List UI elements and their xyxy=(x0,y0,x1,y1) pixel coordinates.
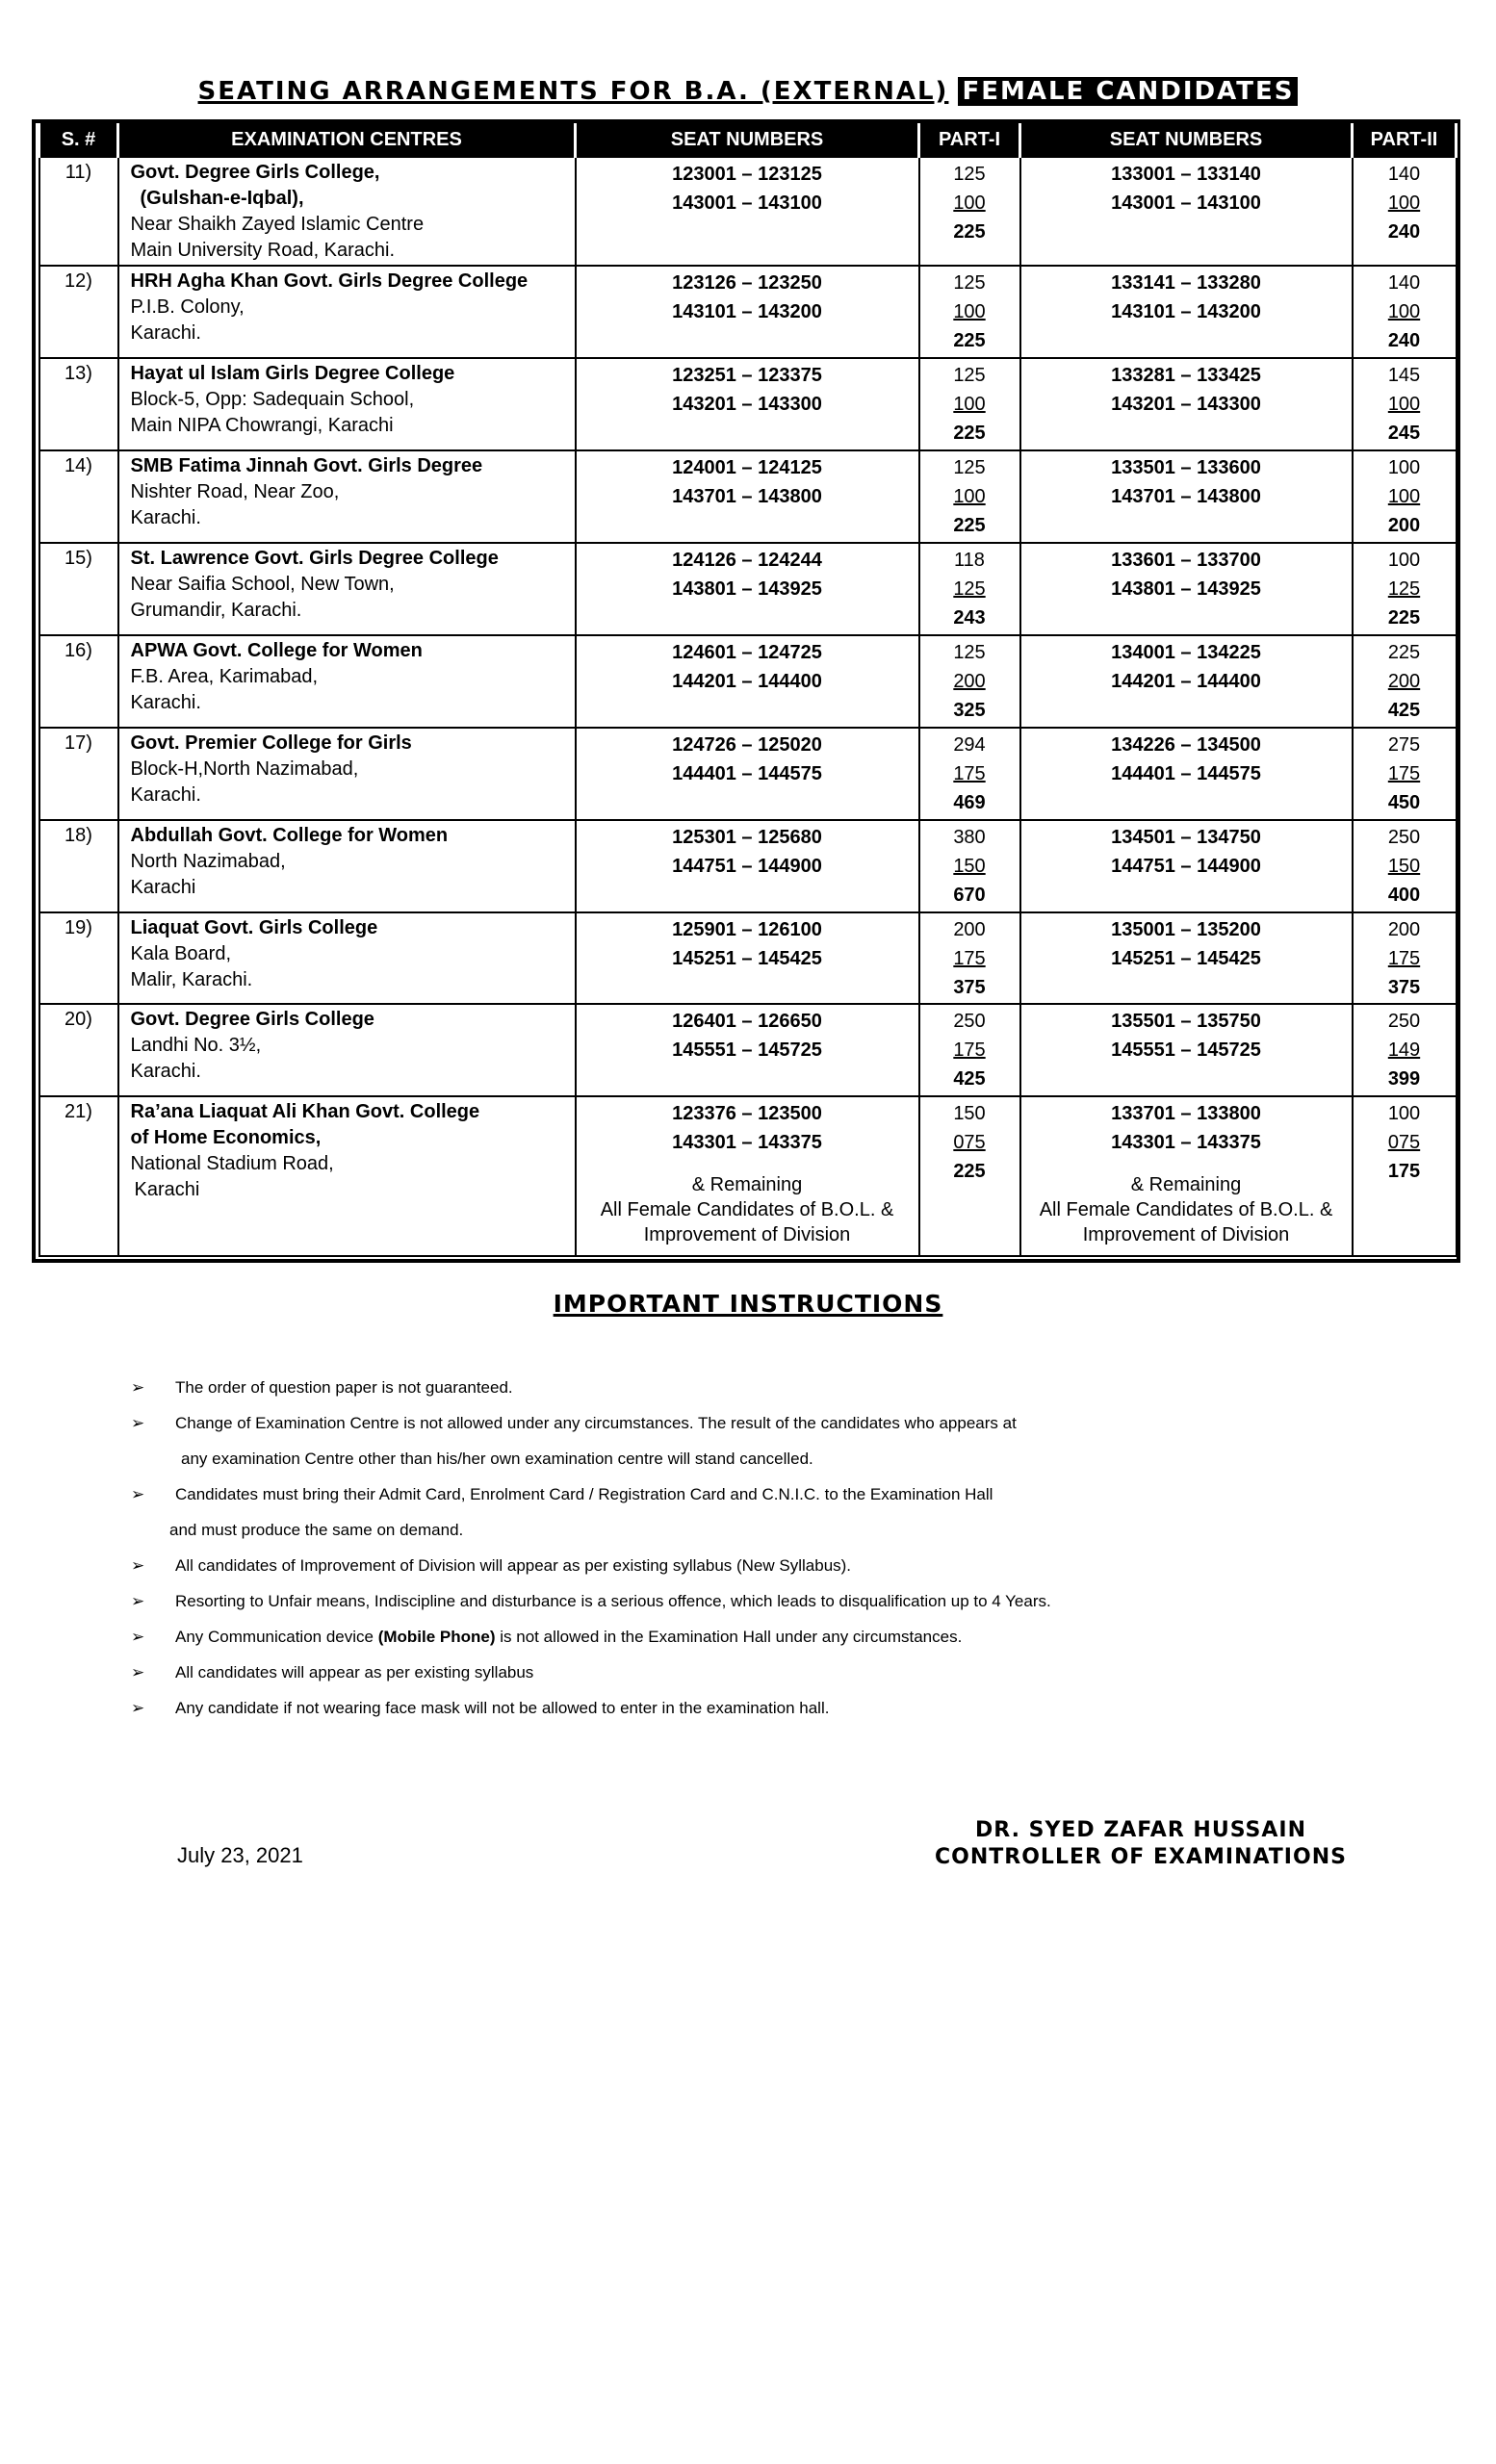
part-1-counts xyxy=(919,1004,1020,1096)
seat-numbers-part-1 xyxy=(576,358,919,450)
table-row xyxy=(39,1004,1457,1096)
centre-address-line: North Nazimabad, xyxy=(130,850,286,872)
header-part-1: PART-I xyxy=(919,123,1020,157)
seat-range: 124126 – 124244 xyxy=(672,549,822,571)
exam-centre-cell xyxy=(118,635,576,728)
serial-number: 18) xyxy=(39,820,118,912)
count-regular: 140 xyxy=(1387,272,1421,295)
seat-numbers-part-1 xyxy=(576,543,919,635)
part-2-counts xyxy=(1353,543,1457,635)
part-2-counts xyxy=(1353,450,1457,543)
instruction-text-post: is not allowed in the Examination Hall under any circumstances. xyxy=(495,1628,963,1646)
seat-range: 133501 – 133600 xyxy=(1111,456,1261,478)
serial-number: 16) xyxy=(39,635,118,728)
centre-address-line: Main University Road, Karachi. xyxy=(130,240,396,261)
count-total: 670 xyxy=(953,884,986,906)
count-regular: 100 xyxy=(1387,456,1421,478)
centre-address-line: Kala Board, xyxy=(130,942,232,964)
part-1-counts xyxy=(919,912,1020,1005)
part-2-counts xyxy=(1353,728,1457,820)
centre-address-line: Main NIPA Chowrangi, Karachi xyxy=(130,415,394,436)
table-row xyxy=(39,820,1457,912)
seat-numbers-part-1 xyxy=(576,820,919,912)
count-regular: 250 xyxy=(1387,1011,1421,1033)
signature-block xyxy=(886,1817,1396,1871)
count-total: 425 xyxy=(953,1068,986,1091)
centre-address-line: Grumandir, Karachi. xyxy=(130,599,302,621)
exam-centre-cell xyxy=(118,1096,576,1256)
instruction-text: All candidates of Improvement of Division will appear as per existing syllabus (New Syllabus). xyxy=(175,1556,852,1575)
seat-range: 143701 – 143800 xyxy=(1111,485,1261,507)
seat-range: 133601 – 133700 xyxy=(1111,549,1261,571)
count-total: 225 xyxy=(953,1161,986,1183)
centre-address-line: Karachi xyxy=(134,1179,200,1201)
seat-range: 145551 – 145725 xyxy=(672,1040,822,1062)
centre-name: Abdullah Govt. College for Women xyxy=(130,824,449,846)
exam-centre-cell xyxy=(118,450,576,543)
count-total: 225 xyxy=(953,330,986,352)
count-total: 325 xyxy=(953,699,986,721)
part-2-counts xyxy=(1353,358,1457,450)
seat-numbers-part-2 xyxy=(1020,358,1353,450)
count-secondary: 075 xyxy=(953,1132,986,1154)
seat-numbers-part-2 xyxy=(1020,1096,1353,1256)
instruction-item xyxy=(131,1590,1382,1613)
seat-range: 145251 – 145425 xyxy=(672,947,822,969)
count-secondary: 100 xyxy=(1387,301,1421,323)
count-secondary: 100 xyxy=(1387,192,1421,214)
centre-address-line: Karachi. xyxy=(130,1061,201,1083)
count-total: 425 xyxy=(1387,699,1421,721)
count-secondary: 200 xyxy=(1387,670,1421,692)
count-total: 240 xyxy=(1387,221,1421,243)
seat-numbers-part-2 xyxy=(1020,157,1353,266)
count-total: 399 xyxy=(1387,1068,1421,1091)
seat-numbers-part-2 xyxy=(1020,543,1353,635)
centre-name: Govt. Degree Girls College, xyxy=(130,162,380,183)
instructions-heading: IMPORTANT INSTRUCTIONS xyxy=(553,1290,943,1318)
header-part-2: PART-II xyxy=(1353,123,1457,157)
exam-centre-cell xyxy=(118,820,576,912)
serial-number: 21) xyxy=(39,1096,118,1256)
seat-range: 143301 – 143375 xyxy=(1111,1132,1261,1154)
seat-range: 133001 – 133140 xyxy=(1111,164,1261,185)
remaining-note-line: & Remaining xyxy=(1130,1174,1242,1196)
exam-centre-cell xyxy=(118,1004,576,1096)
instruction-text: Candidates must bring their Admit Card, Enrolment Card / Registration Card and C.N.I.C. to the Examination Hall xyxy=(175,1485,993,1503)
count-regular: 250 xyxy=(953,1011,986,1033)
centre-address-line: Karachi. xyxy=(130,506,201,528)
seat-range: 143001 – 143100 xyxy=(1111,192,1261,214)
centre-address-line: F.B. Area, Karimabad, xyxy=(130,665,319,687)
count-secondary: 100 xyxy=(953,485,986,507)
count-total: 175 xyxy=(1387,1161,1421,1183)
part-2-counts xyxy=(1353,635,1457,728)
part-1-counts xyxy=(919,728,1020,820)
instruction-item xyxy=(131,1376,1382,1399)
count-regular: 250 xyxy=(1387,826,1421,848)
count-regular: 380 xyxy=(953,826,986,848)
table-header-row xyxy=(39,123,1457,157)
seat-numbers-part-1 xyxy=(576,1004,919,1096)
table-row xyxy=(39,266,1457,358)
centre-address-line: Karachi. xyxy=(130,783,201,806)
table-row xyxy=(39,358,1457,450)
centre-name: Govt. Premier College for Girls xyxy=(130,732,412,754)
instruction-item xyxy=(131,1697,1382,1720)
seat-numbers-part-2 xyxy=(1020,728,1353,820)
seating-table xyxy=(38,123,1457,1257)
table-row xyxy=(39,543,1457,635)
seat-range: 144401 – 144575 xyxy=(1111,762,1261,784)
seat-range: 143301 – 143375 xyxy=(672,1132,822,1154)
instruction-text-bold: (Mobile Phone) xyxy=(377,1628,496,1646)
count-secondary: 150 xyxy=(953,855,986,877)
table-row xyxy=(39,450,1457,543)
part-1-counts xyxy=(919,358,1020,450)
centre-name: HRH Agha Khan Govt. Girls Degree College xyxy=(130,270,529,293)
count-regular: 145 xyxy=(1387,365,1421,386)
seat-range: 145251 – 145425 xyxy=(1111,947,1261,969)
centre-address-line: Karachi. xyxy=(130,691,201,713)
seat-numbers-part-1 xyxy=(576,157,919,266)
seat-range: 133141 – 133280 xyxy=(1111,272,1261,295)
seat-numbers-part-1 xyxy=(576,1096,919,1256)
seat-numbers-part-1 xyxy=(576,450,919,543)
instruction-text-continued: any examination Centre other than his/her own examination centre will stand cancelled. xyxy=(181,1450,813,1468)
seat-range: 123251 – 123375 xyxy=(672,365,822,386)
arrow-bullet-icon: ➢ xyxy=(131,1378,145,1397)
count-regular: 225 xyxy=(1387,641,1421,663)
count-total: 375 xyxy=(1387,976,1421,998)
table-row xyxy=(39,1096,1457,1256)
title-main: SEATING ARRANGEMENTS FOR B.A. (EXTERNAL) xyxy=(197,77,949,106)
centre-name: Liaquat Govt. Girls College xyxy=(130,916,378,938)
count-secondary: 100 xyxy=(1387,485,1421,507)
seat-range: 133701 – 133800 xyxy=(1111,1103,1261,1125)
centre-address-line: P.I.B. Colony, xyxy=(130,296,245,319)
count-regular: 200 xyxy=(953,918,986,940)
seat-range: 144751 – 144900 xyxy=(672,855,822,877)
title-highlight: FEMALE CANDIDATES xyxy=(958,77,1298,106)
instruction-text-pre: Any Communication device xyxy=(175,1628,378,1646)
table-row xyxy=(39,728,1457,820)
arrow-bullet-icon: ➢ xyxy=(131,1485,145,1503)
count-secondary: 100 xyxy=(953,394,986,415)
seat-range: 143201 – 143300 xyxy=(672,394,822,415)
centre-address-line: Landhi No. 3½, xyxy=(130,1035,262,1057)
seat-range: 123001 – 123125 xyxy=(672,164,822,185)
count-total: 200 xyxy=(1387,514,1421,536)
part-1-counts xyxy=(919,820,1020,912)
table-row xyxy=(39,912,1457,1005)
seat-range: 125901 – 126100 xyxy=(672,918,822,940)
part-2-counts xyxy=(1353,266,1457,358)
count-total: 225 xyxy=(1387,606,1421,629)
centre-address-line: Karachi. xyxy=(130,322,201,345)
count-secondary: 175 xyxy=(953,1040,986,1062)
seat-numbers-part-2 xyxy=(1020,1004,1353,1096)
centre-address-line: Malir, Karachi. xyxy=(130,968,253,990)
count-regular: 125 xyxy=(953,272,986,295)
instruction-item xyxy=(131,1554,1382,1578)
seat-range: 124601 – 124725 xyxy=(672,641,822,663)
serial-number: 17) xyxy=(39,728,118,820)
count-total: 469 xyxy=(953,791,986,813)
signatory-title: CONTROLLER OF EXAMINATIONS xyxy=(935,1845,1347,1869)
instruction-item xyxy=(131,1483,1382,1542)
header-seat-numbers-1: SEAT NUMBERS xyxy=(576,123,919,157)
seat-range: 134226 – 134500 xyxy=(1111,733,1261,756)
part-2-counts xyxy=(1353,157,1457,266)
remaining-note xyxy=(577,1172,918,1247)
table-row xyxy=(39,157,1457,266)
remaining-note xyxy=(1021,1172,1352,1247)
count-total: 375 xyxy=(953,976,986,998)
centre-address-line: Block-5, Opp: Sadequain School, xyxy=(130,389,415,410)
exam-centre-cell xyxy=(118,728,576,820)
instruction-text: The order of question paper is not guaranteed. xyxy=(175,1378,513,1397)
count-secondary: 150 xyxy=(1387,855,1421,877)
seat-range: 144201 – 144400 xyxy=(1111,670,1261,692)
page-title xyxy=(0,77,1496,106)
count-regular: 125 xyxy=(953,456,986,478)
count-secondary: 175 xyxy=(1387,762,1421,784)
arrow-bullet-icon: ➢ xyxy=(131,1663,145,1681)
count-secondary: 175 xyxy=(953,947,986,969)
seat-range: 124001 – 124125 xyxy=(672,456,822,478)
arrow-bullet-icon: ➢ xyxy=(131,1414,145,1432)
seat-range: 143801 – 143925 xyxy=(672,578,822,600)
instruction-text: Resorting to Unfair means, Indiscipline and disturbance is a serious offence, which leads to disqualification up to 4 Years. xyxy=(175,1592,1051,1610)
seat-range: 133281 – 133425 xyxy=(1111,365,1261,386)
signatory-name: DR. SYED ZAFAR HUSSAIN xyxy=(974,1818,1307,1842)
seat-range: 134001 – 134225 xyxy=(1111,641,1261,663)
document-date: July 23, 2021 xyxy=(177,1843,303,1867)
serial-number: 12) xyxy=(39,266,118,358)
centre-address-line: National Stadium Road, xyxy=(130,1153,334,1175)
part-1-counts xyxy=(919,266,1020,358)
seat-numbers-part-1 xyxy=(576,635,919,728)
serial-number: 19) xyxy=(39,912,118,1005)
seat-range: 144201 – 144400 xyxy=(672,670,822,692)
part-2-counts xyxy=(1353,1004,1457,1096)
centre-name: St. Lawrence Govt. Girls Degree College xyxy=(130,547,499,569)
arrow-bullet-icon: ➢ xyxy=(131,1628,145,1646)
count-secondary: 175 xyxy=(1387,947,1421,969)
seat-numbers-part-2 xyxy=(1020,912,1353,1005)
centre-address-line: Block-H,North Nazimabad, xyxy=(130,757,359,780)
seat-numbers-part-2 xyxy=(1020,635,1353,728)
instruction-text: All candidates will appear as per existing syllabus xyxy=(175,1663,534,1681)
count-regular: 200 xyxy=(1387,918,1421,940)
seat-range: 123126 – 123250 xyxy=(672,272,822,295)
count-total: 450 xyxy=(1387,791,1421,813)
seat-numbers-part-2 xyxy=(1020,820,1353,912)
serial-number: 11) xyxy=(39,157,118,266)
instruction-text: Any candidate if not wearing face mask will not be allowed to enter in the examination hall. xyxy=(175,1699,830,1717)
count-total: 243 xyxy=(953,606,986,629)
count-regular: 275 xyxy=(1387,733,1421,756)
seat-range: 143101 – 143200 xyxy=(1111,301,1261,323)
count-regular: 100 xyxy=(1387,549,1421,571)
count-secondary: 100 xyxy=(953,192,986,214)
instruction-item xyxy=(131,1412,1382,1471)
centre-name: SMB Fatima Jinnah Govt. Girls Degree xyxy=(130,454,483,476)
arrow-bullet-icon: ➢ xyxy=(131,1592,145,1610)
table-row xyxy=(39,635,1457,728)
arrow-bullet-icon: ➢ xyxy=(131,1699,145,1717)
centre-address-line: (Gulshan-e-Iqbal), xyxy=(140,188,304,209)
instruction-item xyxy=(131,1661,1382,1684)
serial-number: 13) xyxy=(39,358,118,450)
count-secondary: 175 xyxy=(953,762,986,784)
seat-range: 125301 – 125680 xyxy=(672,826,822,848)
header-seat-numbers-2: SEAT NUMBERS xyxy=(1020,123,1353,157)
centre-address-line: Nishter Road, Near Zoo, xyxy=(130,480,340,502)
serial-number: 15) xyxy=(39,543,118,635)
remaining-note-line: All Female Candidates of B.O.L. & xyxy=(600,1199,894,1221)
part-1-counts xyxy=(919,543,1020,635)
remaining-note-line: & Remaining xyxy=(691,1174,803,1196)
remaining-note-line: Improvement of Division xyxy=(1082,1224,1290,1246)
remaining-note-line: All Female Candidates of B.O.L. & xyxy=(1039,1199,1333,1221)
exam-centre-cell xyxy=(118,543,576,635)
centre-address-line: Near Saifia School, New Town, xyxy=(130,573,395,595)
count-regular: 140 xyxy=(1387,164,1421,185)
instruction-text-continued: and must produce the same on demand. xyxy=(169,1521,464,1539)
seat-range: 143701 – 143800 xyxy=(672,485,822,507)
centre-name: Govt. Degree Girls College xyxy=(130,1009,374,1031)
count-total: 225 xyxy=(953,221,986,243)
seat-range: 135501 – 135750 xyxy=(1111,1011,1261,1033)
instruction-item xyxy=(131,1626,1382,1649)
part-1-counts xyxy=(919,157,1020,266)
seat-numbers-part-2 xyxy=(1020,450,1353,543)
part-2-counts xyxy=(1353,820,1457,912)
exam-centre-cell xyxy=(118,266,576,358)
instructions-list xyxy=(131,1376,1382,1732)
seat-numbers-part-2 xyxy=(1020,266,1353,358)
count-total: 245 xyxy=(1387,423,1421,444)
serial-number: 20) xyxy=(39,1004,118,1096)
centre-name: Ra’ana Liaquat Ali Khan Govt. College xyxy=(130,1101,480,1123)
part-2-counts xyxy=(1353,912,1457,1005)
arrow-bullet-icon: ➢ xyxy=(131,1556,145,1575)
seat-range: 134501 – 134750 xyxy=(1111,826,1261,848)
count-regular: 125 xyxy=(953,365,986,386)
seat-range: 143101 – 143200 xyxy=(672,301,822,323)
count-secondary: 100 xyxy=(1387,394,1421,415)
count-regular: 125 xyxy=(953,164,986,185)
count-regular: 100 xyxy=(1387,1103,1421,1125)
count-total: 225 xyxy=(953,423,986,444)
header-centres: EXAMINATION CENTRES xyxy=(118,123,576,157)
seat-range: 124726 – 125020 xyxy=(672,733,822,756)
count-secondary: 100 xyxy=(953,301,986,323)
centre-address-line: of Home Economics, xyxy=(130,1127,322,1149)
part-1-counts xyxy=(919,635,1020,728)
part-2-counts xyxy=(1353,1096,1457,1256)
count-regular: 150 xyxy=(953,1103,986,1125)
seat-numbers-part-1 xyxy=(576,728,919,820)
seat-range: 144751 – 144900 xyxy=(1111,855,1261,877)
count-secondary: 149 xyxy=(1387,1040,1421,1062)
seat-range: 135001 – 135200 xyxy=(1111,918,1261,940)
seat-numbers-part-1 xyxy=(576,912,919,1005)
centre-address-line: Near Shaikh Zayed Islamic Centre xyxy=(130,214,425,235)
seat-range: 126401 – 126650 xyxy=(672,1011,822,1033)
seat-range: 145551 – 145725 xyxy=(1111,1040,1261,1062)
centre-address-line: Karachi xyxy=(130,876,196,898)
seat-range: 143201 – 143300 xyxy=(1111,394,1261,415)
count-secondary: 125 xyxy=(953,578,986,600)
seat-range: 144401 – 144575 xyxy=(672,762,822,784)
part-1-counts xyxy=(919,1096,1020,1256)
remaining-note-line: Improvement of Division xyxy=(643,1224,851,1246)
count-regular: 118 xyxy=(954,549,985,571)
exam-centre-cell xyxy=(118,157,576,266)
count-regular: 125 xyxy=(953,641,986,663)
count-secondary: 125 xyxy=(1387,578,1421,600)
seat-numbers-part-1 xyxy=(576,266,919,358)
centre-name: Hayat ul Islam Girls Degree College xyxy=(130,363,455,384)
count-total: 240 xyxy=(1387,330,1421,352)
count-total: 400 xyxy=(1387,884,1421,906)
exam-centre-cell xyxy=(118,358,576,450)
seat-range: 143801 – 143925 xyxy=(1111,578,1261,600)
count-total: 225 xyxy=(953,514,986,536)
seat-range: 143001 – 143100 xyxy=(672,192,822,214)
header-sn: S. # xyxy=(39,123,118,157)
seat-range: 123376 – 123500 xyxy=(672,1103,822,1125)
centre-name: APWA Govt. College for Women xyxy=(130,639,423,661)
count-secondary: 075 xyxy=(1387,1132,1421,1154)
exam-centre-cell xyxy=(118,912,576,1005)
serial-number: 14) xyxy=(39,450,118,543)
count-regular: 294 xyxy=(953,733,986,756)
instruction-text: Change of Examination Centre is not allowed under any circumstances. The result of the candidates who appears at xyxy=(175,1414,1017,1432)
part-1-counts xyxy=(919,450,1020,543)
count-secondary: 200 xyxy=(953,670,986,692)
